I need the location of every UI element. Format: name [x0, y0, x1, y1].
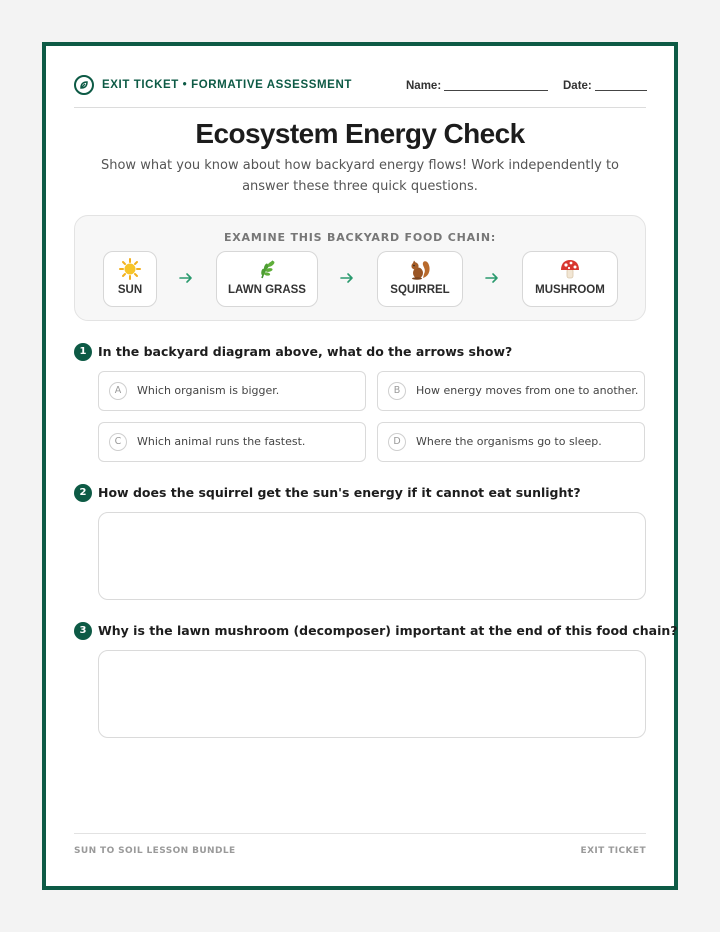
date-blank[interactable]	[595, 79, 647, 91]
sun-icon	[104, 258, 156, 280]
footer	[74, 833, 646, 859]
name-blank[interactable]	[444, 79, 548, 91]
kicker: EXIT TICKET • FORMATIVE ASSESSMENT	[102, 79, 352, 91]
page-title: Ecosystem Energy Check	[195, 118, 525, 149]
option-c[interactable]	[98, 422, 366, 462]
question-number: 3	[74, 622, 92, 640]
food-chain-label: EXAMINE THIS BACKYARD FOOD CHAIN:	[223, 231, 497, 244]
question-text: How does the squirrel get the sun's energy if it cannot eat sunlight?	[98, 485, 581, 500]
answer-box[interactable]	[98, 650, 646, 738]
question-1	[74, 343, 646, 468]
footer-doc-type: EXIT TICKET	[580, 846, 646, 856]
question-number: 2	[74, 484, 92, 502]
option-text: Which animal runs the fastest.	[137, 435, 306, 448]
option-a[interactable]	[98, 371, 366, 411]
footer-bundle-name: SUN TO SOIL LESSON BUNDLE	[74, 846, 236, 856]
arrow-right-icon	[179, 271, 193, 285]
question-3	[74, 622, 678, 742]
answer-box[interactable]	[98, 512, 646, 600]
food-chain-node-label: SQUIRREL	[390, 284, 450, 296]
name-field[interactable]	[406, 79, 548, 92]
food-chain-panel	[74, 215, 646, 321]
name-label: Name:	[406, 80, 442, 92]
food-chain-node-label: MUSHROOM	[535, 284, 605, 296]
option-text: Which organism is bigger.	[137, 384, 280, 397]
date-label: Date:	[563, 80, 592, 92]
question-number: 1	[74, 343, 92, 361]
option-letter: B	[388, 382, 406, 400]
food-chain-node-label: LAWN GRASS	[228, 284, 306, 296]
option-text: Where the organisms go to sleep.	[416, 435, 602, 448]
food-chain-node-squirrel	[377, 251, 463, 307]
food-chain-node-lawn-grass	[216, 251, 318, 307]
option-letter: D	[388, 433, 406, 451]
question-2	[74, 484, 646, 604]
leaf-compass-icon	[74, 75, 94, 95]
option-letter: C	[109, 433, 127, 451]
option-text: How energy moves from one to another.	[416, 384, 639, 397]
option-d[interactable]	[377, 422, 645, 462]
food-chain-node-label: SUN	[117, 284, 143, 296]
food-chain-node-mushroom	[522, 251, 618, 307]
question-text: In the backyard diagram above, what do the arrows show?	[98, 344, 513, 359]
squirrel-icon	[378, 258, 462, 280]
question-text: Why is the lawn mushroom (decomposer) important at the end of this food chain?	[98, 623, 678, 638]
arrow-right-icon	[485, 271, 499, 285]
header	[74, 74, 646, 108]
page-subtitle: Show what you know about how backyard energy flows! Work independently to answer these three quick questions.	[100, 158, 619, 194]
worksheet	[42, 42, 678, 890]
option-letter: A	[109, 382, 127, 400]
option-b[interactable]	[377, 371, 645, 411]
herb-icon	[217, 258, 317, 280]
date-field[interactable]	[563, 79, 647, 92]
mushroom-icon	[523, 258, 617, 280]
food-chain-node-sun	[103, 251, 157, 307]
arrow-right-icon	[340, 271, 354, 285]
